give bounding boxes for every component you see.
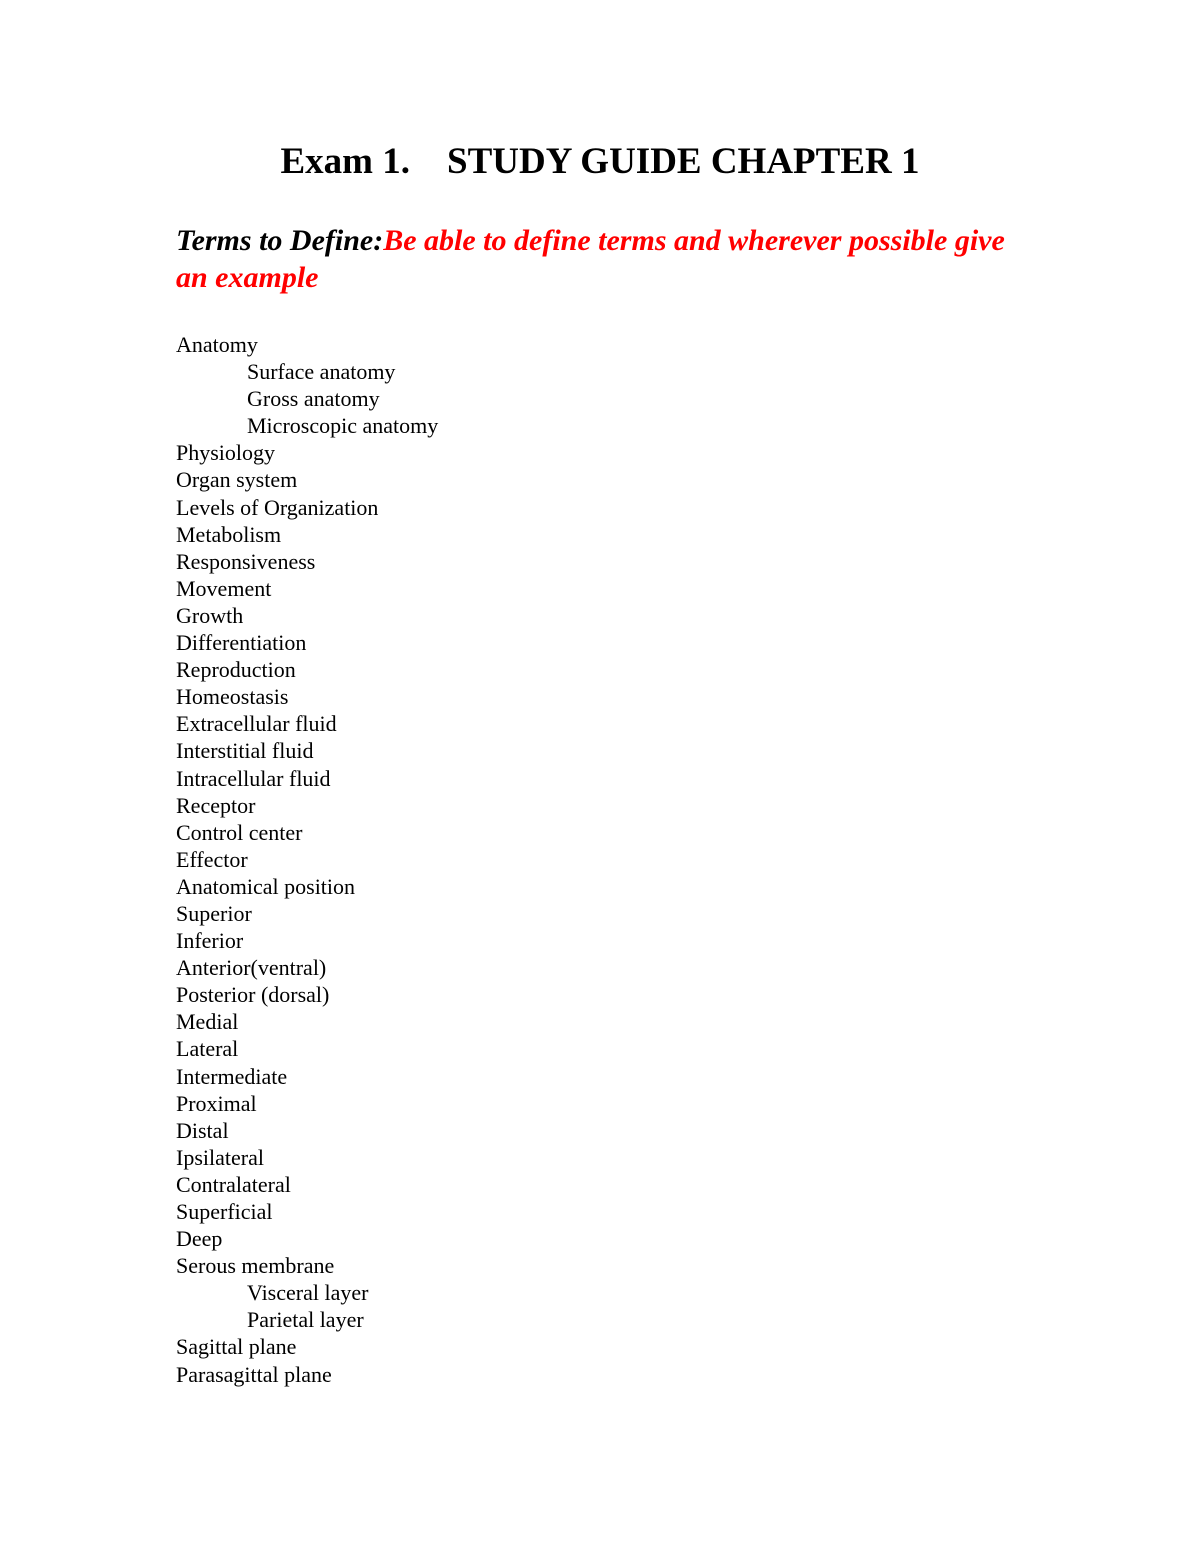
term-item: Superficial [176, 1199, 273, 1224]
term-item: Sagittal plane [176, 1334, 297, 1360]
term-item: Proximal [176, 1090, 257, 1116]
term-item: Levels of Organization [176, 494, 379, 520]
term-item: Parasagittal plane [176, 1361, 332, 1387]
term-item: Posterior (dorsal) [176, 982, 330, 1008]
term-item: Intermediate [176, 1063, 288, 1089]
term-item: Extracellular fluid [176, 711, 337, 737]
term-item: Control center [176, 819, 303, 845]
sub-term-item: Surface anatomy [247, 359, 396, 385]
term-item: Homeostasis [176, 684, 289, 710]
instructions-heading [176, 222, 1016, 296]
sub-term-item: Microscopic anatomy [247, 413, 439, 439]
terms-list [176, 331, 438, 1388]
term-item: Serous membrane [176, 1253, 335, 1279]
term-item: Interstitial fluid [176, 738, 314, 764]
term-item: Receptor [176, 792, 256, 818]
term-item: Medial [176, 1009, 239, 1035]
term-item: Inferior [176, 928, 244, 954]
term-item: Anatomical position [176, 873, 356, 899]
term-item: Intracellular fluid [176, 765, 331, 791]
instructions-text: Be able to define terms and wherever possible give an example [176, 224, 1005, 294]
sub-term-item: Visceral layer [247, 1280, 369, 1306]
term-item: Anterior(ventral) [176, 955, 327, 981]
term-item: Responsiveness [176, 548, 316, 574]
term-item: Ipsilateral [176, 1144, 264, 1170]
term-item: Movement [176, 575, 272, 601]
term-item: Anatomy [176, 332, 258, 357]
term-item: Contralateral [176, 1171, 291, 1197]
term-item: Differentiation [176, 630, 307, 656]
instructions-lead: Terms to Define: [176, 224, 384, 257]
sub-term-item: Parietal layer [247, 1307, 364, 1333]
term-item: Distal [176, 1117, 229, 1143]
sub-term-item: Gross anatomy [247, 386, 380, 412]
term-item: Lateral [176, 1036, 239, 1062]
term-item: Metabolism [176, 521, 282, 547]
term-item: Growth [176, 602, 244, 628]
page-title: Exam 1. STUDY GUIDE CHAPTER 1 [280, 141, 920, 182]
term-item: Effector [176, 846, 248, 872]
term-item: Superior [176, 900, 252, 926]
term-item: Reproduction [176, 657, 296, 683]
term-item: Organ system [176, 467, 298, 493]
term-item: Physiology [176, 440, 276, 466]
term-item: Deep [176, 1226, 223, 1252]
